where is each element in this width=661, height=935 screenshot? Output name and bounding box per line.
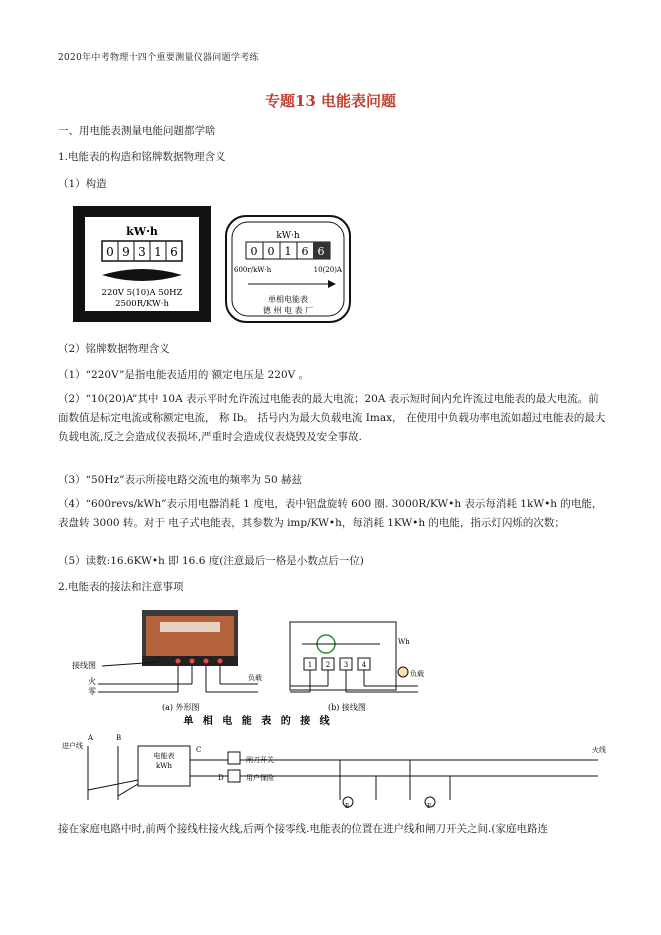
meter2-name: 单相电能表 [268,295,308,304]
meter1-digit: 9 [122,245,130,259]
terminal-dot [204,659,209,664]
meter2-left-spec: 600r/kW·h [234,266,272,274]
section1-sub1: 1.电能表的构造和铭牌数据物理含义 [58,151,226,163]
live-label: 火线 [592,746,606,754]
terminal-dot [190,659,195,664]
node-label-c: C [196,746,202,754]
paragraph-220v: （1）“220V”是指电能表适用的 额定电压是 220V 。 [58,369,310,381]
paragraph-revs: （4）“600revs/kWh”表示用电器消耗 1 度电，表中铝盘旋转 600 圈. 3000R/KW•h 表示每消耗 1kW•h 的电能，表盘转 3000 转。对于 电子式电能表，其参数为 imp/KW•h，每消耗 1KW•h 的电能，指示灯闪烁的次数； [58,498,603,529]
meter1-digit: 3 [138,245,146,259]
switch-icon [228,752,240,764]
meter-b-box [290,622,396,690]
structure-label: （1）构造 [58,178,107,190]
paragraph-current: （2）“10(20)A”其中 10A 表示平时允许流过电能表的最大电流；20A 表示短时间内允许流过电能表的最大电流。前面数值是标定电流或称额定电流， 称 Ib。 括号内为最大负载电流 Imax， 在使用中负载功率电流如超过电能表的最大负载电流,反之会造成仪表损坏,严重时会造成仪表烧毁及安全事故. [58,393,606,443]
load-label-b: 负载 [410,670,424,678]
fuse-icon [228,770,240,782]
meter2-digit: 6 [317,245,325,258]
meter2-digit: 1 [284,245,292,258]
node-label-f: F [427,803,432,810]
terminal-label: 接线图 [72,661,96,670]
caption-a: (a) 外形图 [162,703,200,712]
entry-label: 进户线 [62,742,83,750]
node-label-e: E [345,803,350,810]
meter2-digit: 0 [267,245,275,258]
terminal-number: 1 [307,661,313,669]
header-note: 2020年中考物理十四个重要测量仪器问题学考练 [58,53,259,63]
meter1-spec-line2: 2500R/KW·h [115,299,169,309]
meter2-digit: 6 [301,245,309,258]
wh-label: Wh [398,638,410,646]
meter1-digit: 1 [154,245,162,259]
wire [118,784,138,796]
section2-heading: 2.电能表的接法和注意事项 [58,581,184,593]
fuse-label: 用户保险 [246,774,274,782]
meter-box-label: 电能表 [153,752,175,760]
mechanical-meter-figure [72,205,212,323]
terminal-number: 3 [343,661,349,669]
meter2-unit: kW·h [276,231,300,241]
load-label-a: 负载 [248,674,262,682]
meter1-digit: 0 [106,245,114,259]
terminal-dot [176,659,181,664]
wiring-diagram [58,600,618,810]
meter1-digit: 6 [170,245,178,259]
diagram-main-caption: 单 相 电 能 表 的 接 线 [183,716,333,727]
nameplate-label: （2）铭牌数据物理含义 [58,343,170,355]
page-title: 专题13 电能表问题 [264,92,397,110]
meter-box-unit: kWh [156,762,172,770]
node-label-b: B [116,734,122,742]
rounded-meter-figure [224,214,352,324]
meter2-digit: 0 [250,245,258,258]
paragraph-frequency: （3）“50Hz”表示所接电路交流电的频率为 50 赫兹 [58,474,303,486]
node-label-d: D [218,774,224,782]
paragraph-reading: （5）读数:16.6KW•h 即 16.6 度(注意最后一格是小数点后一位) [58,555,364,567]
zero-label: 零 [88,687,96,696]
switch-label: 闸刀开关 [246,756,274,764]
terminal-dot [218,659,223,664]
section1-heading: 一、用电能表测量电能问题都学啥 [58,125,216,137]
meter2-maker: 德 州 电 表 厂 [262,306,314,315]
caption-b: (b) 接线图 [328,703,366,712]
terminal-number: 2 [325,661,331,669]
terminal-number: 4 [361,661,367,669]
meter1-spec-line1: 220V 5(10)A 50HZ [101,288,183,298]
meter-a-counter [160,622,220,632]
bottom-paragraph: 接在家庭电路中时,前两个接线柱接火线,后两个接零线.电能表的位置在进户线和闸刀开关之间.(家庭电路连 [58,823,548,835]
meter2-right-spec: 10(20)A [313,266,342,274]
meter1-unit: kW·h [126,225,158,238]
node-label-a: A [88,734,94,742]
fire-label: 火 [88,677,96,686]
lamp-icon [398,667,408,677]
